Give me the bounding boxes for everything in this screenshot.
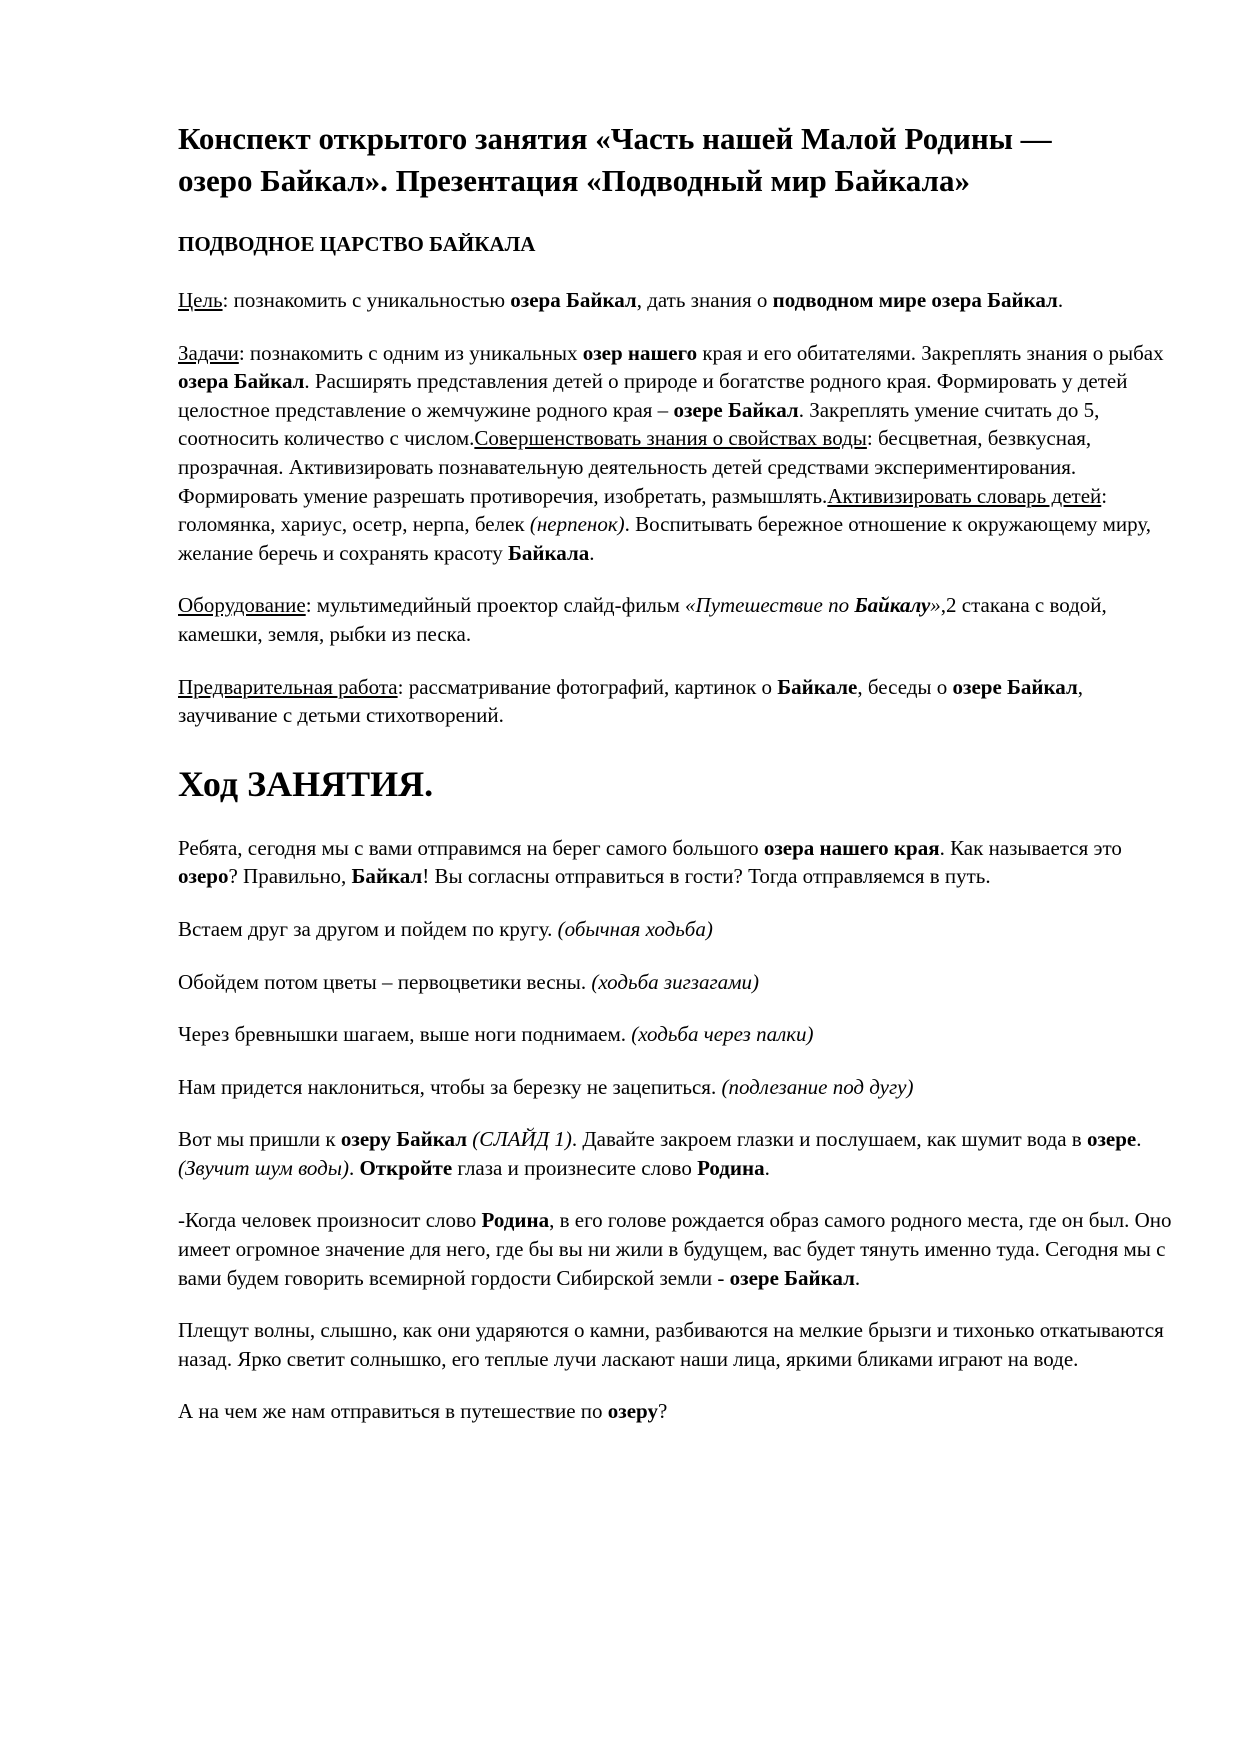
tasks-text: : познакомить с одним из уникальных — [238, 340, 583, 365]
tasks-bold: озера Байкал — [178, 369, 305, 394]
document-page — [178, 118, 1178, 1426]
p6-bold: Родина — [697, 1155, 765, 1180]
p1-text: ? Правильно, — [228, 864, 352, 889]
title-line-1: Конспект открытого занятия «Часть нашей Малой Родины — — [178, 121, 1052, 156]
tasks-text: . Расширять представления детей о природе и богатстве родного края. Формировать у детей целостное представление о жемчужине родного края – — [178, 369, 1128, 422]
p4-text: Через бревнышки шагаем, выше ноги поднимаем. — [178, 1022, 632, 1047]
p6-bold: озере — [1086, 1127, 1137, 1152]
lesson-paragraph-5 — [178, 1073, 1178, 1102]
tasks-text: : бесцветная, безвкусная, прозрачная. Активизировать познавательную деятельность детей средствами экспериментирования. Формировать умение разрешать противоречия, изобретать, размышлять. — [178, 426, 1092, 508]
tasks-bold: Байкала — [508, 540, 590, 565]
prework-label: Предварительная работа — [178, 674, 398, 699]
lesson-paragraph-4 — [178, 1020, 1178, 1049]
prework-bold: Байкале — [777, 674, 858, 699]
equipment-bold-italic: Байкалу — [854, 593, 931, 618]
tasks-bold: озер нашего — [582, 340, 698, 365]
prework-paragraph — [178, 673, 1178, 730]
equipment-text: ,2 стакана с водой, камешки, земля, рыбки из песка. — [178, 593, 1107, 646]
equipment-text: : мультимедийный проектор слайд-фильм — [305, 593, 686, 618]
lesson-heading: Ход ЗАНЯТИЯ. — [178, 763, 434, 804]
p6-text: . — [348, 1155, 360, 1180]
p6-italic: (Звучит шум воды) — [178, 1155, 349, 1180]
title-line-2: озеро Байкал». Презентация «Подводный мир Байкала» — [178, 163, 970, 198]
tasks-text: : голомянка, хариус, осетр, нерпа, белек — [178, 483, 1108, 537]
p3-text: Обойдем потом цветы – первоцветики весны. — [178, 969, 592, 994]
p7-text: -Когда человек произносит слово — [178, 1208, 482, 1233]
p6-text: глаза и произнесите слово — [452, 1155, 698, 1180]
p9-text: А на чем же нам отправиться в путешествие по — [178, 1399, 608, 1424]
tasks-bold: озере Байкал — [673, 397, 799, 422]
p6-text: . Давайте закроем глазки и послушаем, как шумит вода в — [571, 1127, 1087, 1152]
p7-bold: озере Байкал — [729, 1265, 855, 1290]
prework-text: , беседы о — [857, 674, 953, 699]
tasks-label: Задачи — [178, 340, 239, 365]
p5-text: Нам придется наклониться, чтобы за березку не зацепиться. — [178, 1074, 722, 1099]
lesson-paragraph-6 — [178, 1125, 1178, 1182]
p8-text: Плещут волны, слышно, как они ударяются о камни, разбиваются на мелкие брызги и тихонько откатываются назад. Ярко светит солнышко, его теплые лучи ласкают наши лица, яркими бликами играют на воде. — [178, 1318, 1164, 1371]
lesson-paragraph-8 — [178, 1316, 1178, 1373]
document-title — [178, 118, 1178, 202]
p6-text: Вот мы пришли к — [178, 1127, 341, 1152]
p6-italic: (СЛАЙД 1) — [472, 1127, 572, 1152]
p6-bold: озеру Байкал — [340, 1127, 468, 1152]
prework-text: , заучивание с детьми стихотворений. — [178, 674, 1084, 728]
p1-bold: озеро — [178, 864, 229, 889]
tasks-text: . Закреплять умение считать до 5, соотносить количество с числом. — [178, 397, 1100, 451]
p6-bold: Откройте — [359, 1155, 453, 1180]
tasks-underlined: Активизировать словарь детей — [827, 483, 1102, 508]
goal-bold: подводном мире озера Байкал — [772, 288, 1058, 312]
goal-text: : познакомить с уникальностью — [222, 288, 511, 312]
section-subtitle: ПОДВОДНОЕ ЦАРСТВО БАЙКАЛА — [178, 232, 536, 256]
goal-label: Цель — [178, 288, 223, 312]
p1-bold: озера нашего края — [763, 835, 940, 860]
lesson-paragraph-3 — [178, 968, 1178, 997]
tasks-underlined: Совершенствовать знания о свойствах воды — [474, 426, 867, 451]
p6-text: . — [1136, 1127, 1142, 1152]
p1-text: . Как называется это — [939, 835, 1122, 860]
p7-text: , в его голове рождается образ самого родного места, где он был. Оно имеет огромное значение для него, где бы вы ни жили в будущем, вас будет тянуть именно туда. Сегодня мы с вами будем говорить всемирной гордости Сибирской земли - — [178, 1208, 1172, 1290]
tasks-paragraph — [178, 339, 1178, 568]
prework-bold: озере Байкал — [952, 674, 1078, 699]
p7-text: . — [854, 1265, 861, 1290]
lesson-paragraph-7 — [178, 1206, 1178, 1292]
equipment-italic: «Путешествие по — [685, 593, 855, 618]
tasks-text: края и его обитателями. Закреплять знания о рыбах — [697, 340, 1164, 365]
prework-text: : рассматривание фотографий, картинок о — [397, 674, 778, 699]
tasks-italic: (нерпенок) — [529, 512, 625, 537]
p6-text: . — [764, 1155, 770, 1180]
p1-bold: Байкал — [351, 864, 423, 889]
goal-paragraph — [178, 286, 1178, 315]
lesson-paragraph-2 — [178, 915, 1178, 944]
lesson-paragraph-1 — [178, 834, 1178, 891]
tasks-text: . — [589, 540, 595, 565]
goal-text: , дать знания о — [636, 288, 773, 312]
equipment-italic: » — [930, 593, 941, 618]
p3-italic: (ходьба зигзагами) — [591, 969, 760, 994]
p9-text: ? — [657, 1399, 668, 1424]
goal-text: . — [1057, 288, 1064, 312]
tasks-text: . Воспитывать бережное отношение к окружающему миру, желание беречь и сохранять красоту — [178, 512, 1152, 565]
p4-italic: (ходьба через палки) — [631, 1022, 814, 1047]
equipment-paragraph — [178, 591, 1178, 648]
p5-italic: (подлезание под дугу) — [721, 1074, 914, 1099]
p2-italic: (обычная ходьба) — [557, 916, 713, 941]
p1-text: Ребята, сегодня мы с вами отправимся на берег самого большого — [178, 835, 764, 860]
lesson-paragraph-9 — [178, 1397, 1178, 1426]
p1-text: ! Вы согласны отправиться в гости? Тогда отправляемся в путь. — [422, 864, 991, 889]
p7-bold: Родина — [481, 1208, 550, 1233]
p9-bold: озеру — [607, 1399, 658, 1424]
equipment-label: Оборудование — [178, 593, 306, 618]
goal-bold: озера Байкал — [510, 288, 637, 312]
p2-text: Встаем друг за другом и пойдем по кругу. — [178, 916, 558, 941]
